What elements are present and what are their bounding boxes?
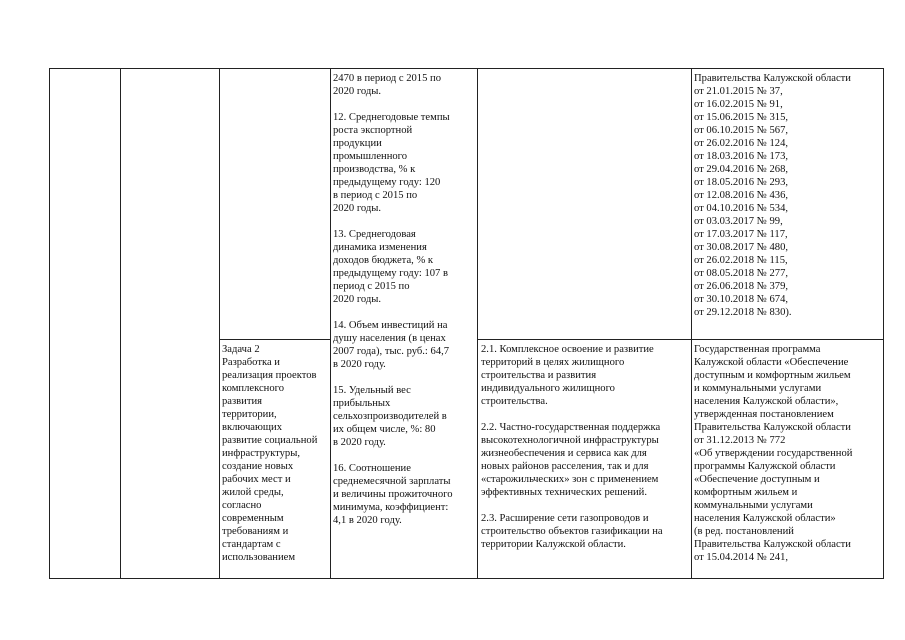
text-line: от 08.05.2018 № 277, [694, 268, 789, 279]
text-line: от 15.06.2015 № 315, [694, 112, 789, 123]
text-line: рабочих мест и [222, 474, 291, 485]
paragraph [333, 384, 483, 449]
table-border-top [49, 68, 884, 69]
text-line: период с 2015 по [333, 281, 410, 292]
column-divider-3 [330, 68, 331, 578]
text-line: 2.1. Комплексное освоение и развитие [481, 344, 654, 355]
text-line: предыдущему году: 120 [333, 177, 441, 188]
indicators-text [333, 72, 483, 527]
legal-references-bottom [694, 343, 879, 564]
text-line: от 12.08.2016 № 436, [694, 190, 789, 201]
text-line: программы Калужской области [694, 461, 836, 472]
text-line: от 29.04.2016 № 268, [694, 164, 789, 175]
text-line: строительства. [481, 396, 548, 407]
text-line: 4,1 в 2020 году. [333, 515, 402, 526]
text-line: предыдущему году: 107 в [333, 268, 448, 279]
text-line: от 29.12.2018 № 830). [694, 307, 792, 318]
text-line: территории, [222, 409, 277, 420]
text-line: реализация проектов [222, 370, 317, 381]
paragraph [333, 228, 483, 306]
row-divider-right [477, 339, 884, 340]
text-line: согласно [222, 500, 262, 511]
column-divider-6 [883, 68, 884, 578]
paragraph [694, 72, 879, 319]
text-line: в 2020 году. [333, 437, 386, 448]
paragraph [481, 421, 691, 499]
text-line: (в ред. постановлений [694, 526, 794, 537]
text-line: 2.3. Расширение сети газопроводов и [481, 513, 649, 524]
paragraph [333, 462, 483, 527]
text-line: индивидуального жилищного [481, 383, 615, 394]
text-line: коммунальными услугами [694, 500, 813, 511]
text-line: в период с 2015 по [333, 190, 418, 201]
text-line: развития [222, 396, 263, 407]
text-line: 2470 в период с 2015 по [333, 73, 442, 84]
text-line: 14. Объем инвестиций на [333, 320, 448, 331]
text-line: жилой среды, [222, 487, 284, 498]
table-border-bottom [49, 578, 884, 579]
text-line: населения Калужской области», [694, 396, 839, 407]
text-line: высокотехнологичной инфраструктуры [481, 435, 659, 446]
text-line: в 2020 году. [333, 359, 386, 370]
column-divider-0 [49, 68, 50, 578]
text-line: от 30.10.2018 № 674, [694, 294, 789, 305]
text-line: от 26.02.2016 № 124, [694, 138, 789, 149]
text-line: утвержденная постановлением [694, 409, 834, 420]
measures-text [481, 343, 691, 551]
text-line: Задача 2 [222, 344, 260, 355]
task-2-text [222, 343, 327, 564]
paragraph [222, 343, 327, 564]
text-line: от 15.04.2014 № 241, [694, 552, 789, 563]
text-line: минимума, коэффициент: [333, 502, 449, 513]
text-line: и величины прожиточного [333, 489, 453, 500]
text-line: 12. Среднегодовые темпы [333, 112, 450, 123]
paragraph [481, 343, 691, 408]
text-line: 2020 годы. [333, 203, 382, 214]
text-line: территории Калужской области. [481, 539, 626, 550]
text-line: 2020 годы. [333, 294, 382, 305]
text-line: Государственная программа [694, 344, 821, 355]
text-line: новых районов расселения, так и для [481, 461, 649, 472]
text-line: «старожильческих» зон с применением [481, 474, 659, 485]
text-line: создание новых [222, 461, 294, 472]
text-line: душу населения (в ценах [333, 333, 446, 344]
row-divider-col2 [219, 339, 331, 340]
text-line: 16. Соотношение [333, 463, 411, 474]
text-line: их общем числе, %: 80 [333, 424, 436, 435]
text-line: доходов бюджета, % к [333, 255, 434, 266]
text-line: включающих [222, 422, 283, 433]
text-line: 15. Удельный вес [333, 385, 411, 396]
text-line: комфортным жильем и [694, 487, 798, 498]
text-line: от 26.06.2018 № 379, [694, 281, 789, 292]
text-line: развитие социальной [222, 435, 318, 446]
text-line: эффективных технических решений. [481, 487, 647, 498]
text-line: от 26.02.2018 № 115, [694, 255, 788, 266]
text-line: жизнеобеспечения и сервиса как для [481, 448, 647, 459]
text-line: использованием [222, 552, 296, 563]
text-line: от 16.02.2015 № 91, [694, 99, 783, 110]
text-line: от 31.12.2013 № 772 [694, 435, 786, 446]
text-line: «Обеспечение доступным и [694, 474, 820, 485]
text-line: строительства и развития [481, 370, 597, 381]
text-line: роста экспортной [333, 125, 413, 136]
text-line: от 17.03.2017 № 117, [694, 229, 788, 240]
text-line: комплексного [222, 383, 284, 394]
paragraph [694, 343, 879, 564]
text-line: от 04.10.2016 № 534, [694, 203, 789, 214]
text-line: населения Калужской области» [694, 513, 836, 524]
text-line: 2020 годы. [333, 86, 382, 97]
text-line: «Об утверждении государственной [694, 448, 853, 459]
text-line: и коммунальными услугами [694, 383, 822, 394]
text-line: продукции [333, 138, 382, 149]
text-line: производства, % к [333, 164, 416, 175]
paragraph [481, 512, 691, 551]
paragraph [333, 72, 483, 98]
text-line: от 06.10.2015 № 567, [694, 125, 789, 136]
text-line: от 18.03.2016 № 173, [694, 151, 789, 162]
text-line: доступным и комфортным жильем [694, 370, 851, 381]
text-line: Правительства Калужской области [694, 73, 851, 84]
column-divider-2 [219, 68, 220, 578]
text-line: 2007 года), тыс. руб.: 64,7 [333, 346, 450, 357]
text-line: от 21.01.2015 № 37, [694, 86, 783, 97]
text-line: Правительства Калужской области [694, 422, 851, 433]
text-line: инфраструктуры, [222, 448, 300, 459]
text-line: от 03.03.2017 № 99, [694, 216, 783, 227]
text-line: прибыльных [333, 398, 391, 409]
text-line: 2.2. Частно-государственная поддержка [481, 422, 661, 433]
text-line: среднемесячной зарплаты [333, 476, 451, 487]
text-line: от 30.08.2017 № 480, [694, 242, 789, 253]
column-divider-1 [120, 68, 121, 578]
text-line: требованиям и [222, 526, 289, 537]
text-line: территорий в целях жилищного [481, 357, 625, 368]
text-line: 13. Среднегодовая [333, 229, 416, 240]
text-line: динамика изменения [333, 242, 427, 253]
paragraph [333, 319, 483, 371]
text-line: Разработка и [222, 357, 280, 368]
column-divider-5 [691, 68, 692, 578]
text-line: промышленного [333, 151, 408, 162]
text-line: современным [222, 513, 284, 524]
text-line: Правительства Калужской области [694, 539, 851, 550]
text-line: строительство объектов газификации на [481, 526, 663, 537]
text-line: сельхозпроизводителей в [333, 411, 447, 422]
paragraph [333, 111, 483, 215]
text-line: Калужской области «Обеспечение [694, 357, 849, 368]
text-line: от 18.05.2016 № 293, [694, 177, 789, 188]
legal-references-top [694, 72, 879, 319]
text-line: стандартам с [222, 539, 281, 550]
